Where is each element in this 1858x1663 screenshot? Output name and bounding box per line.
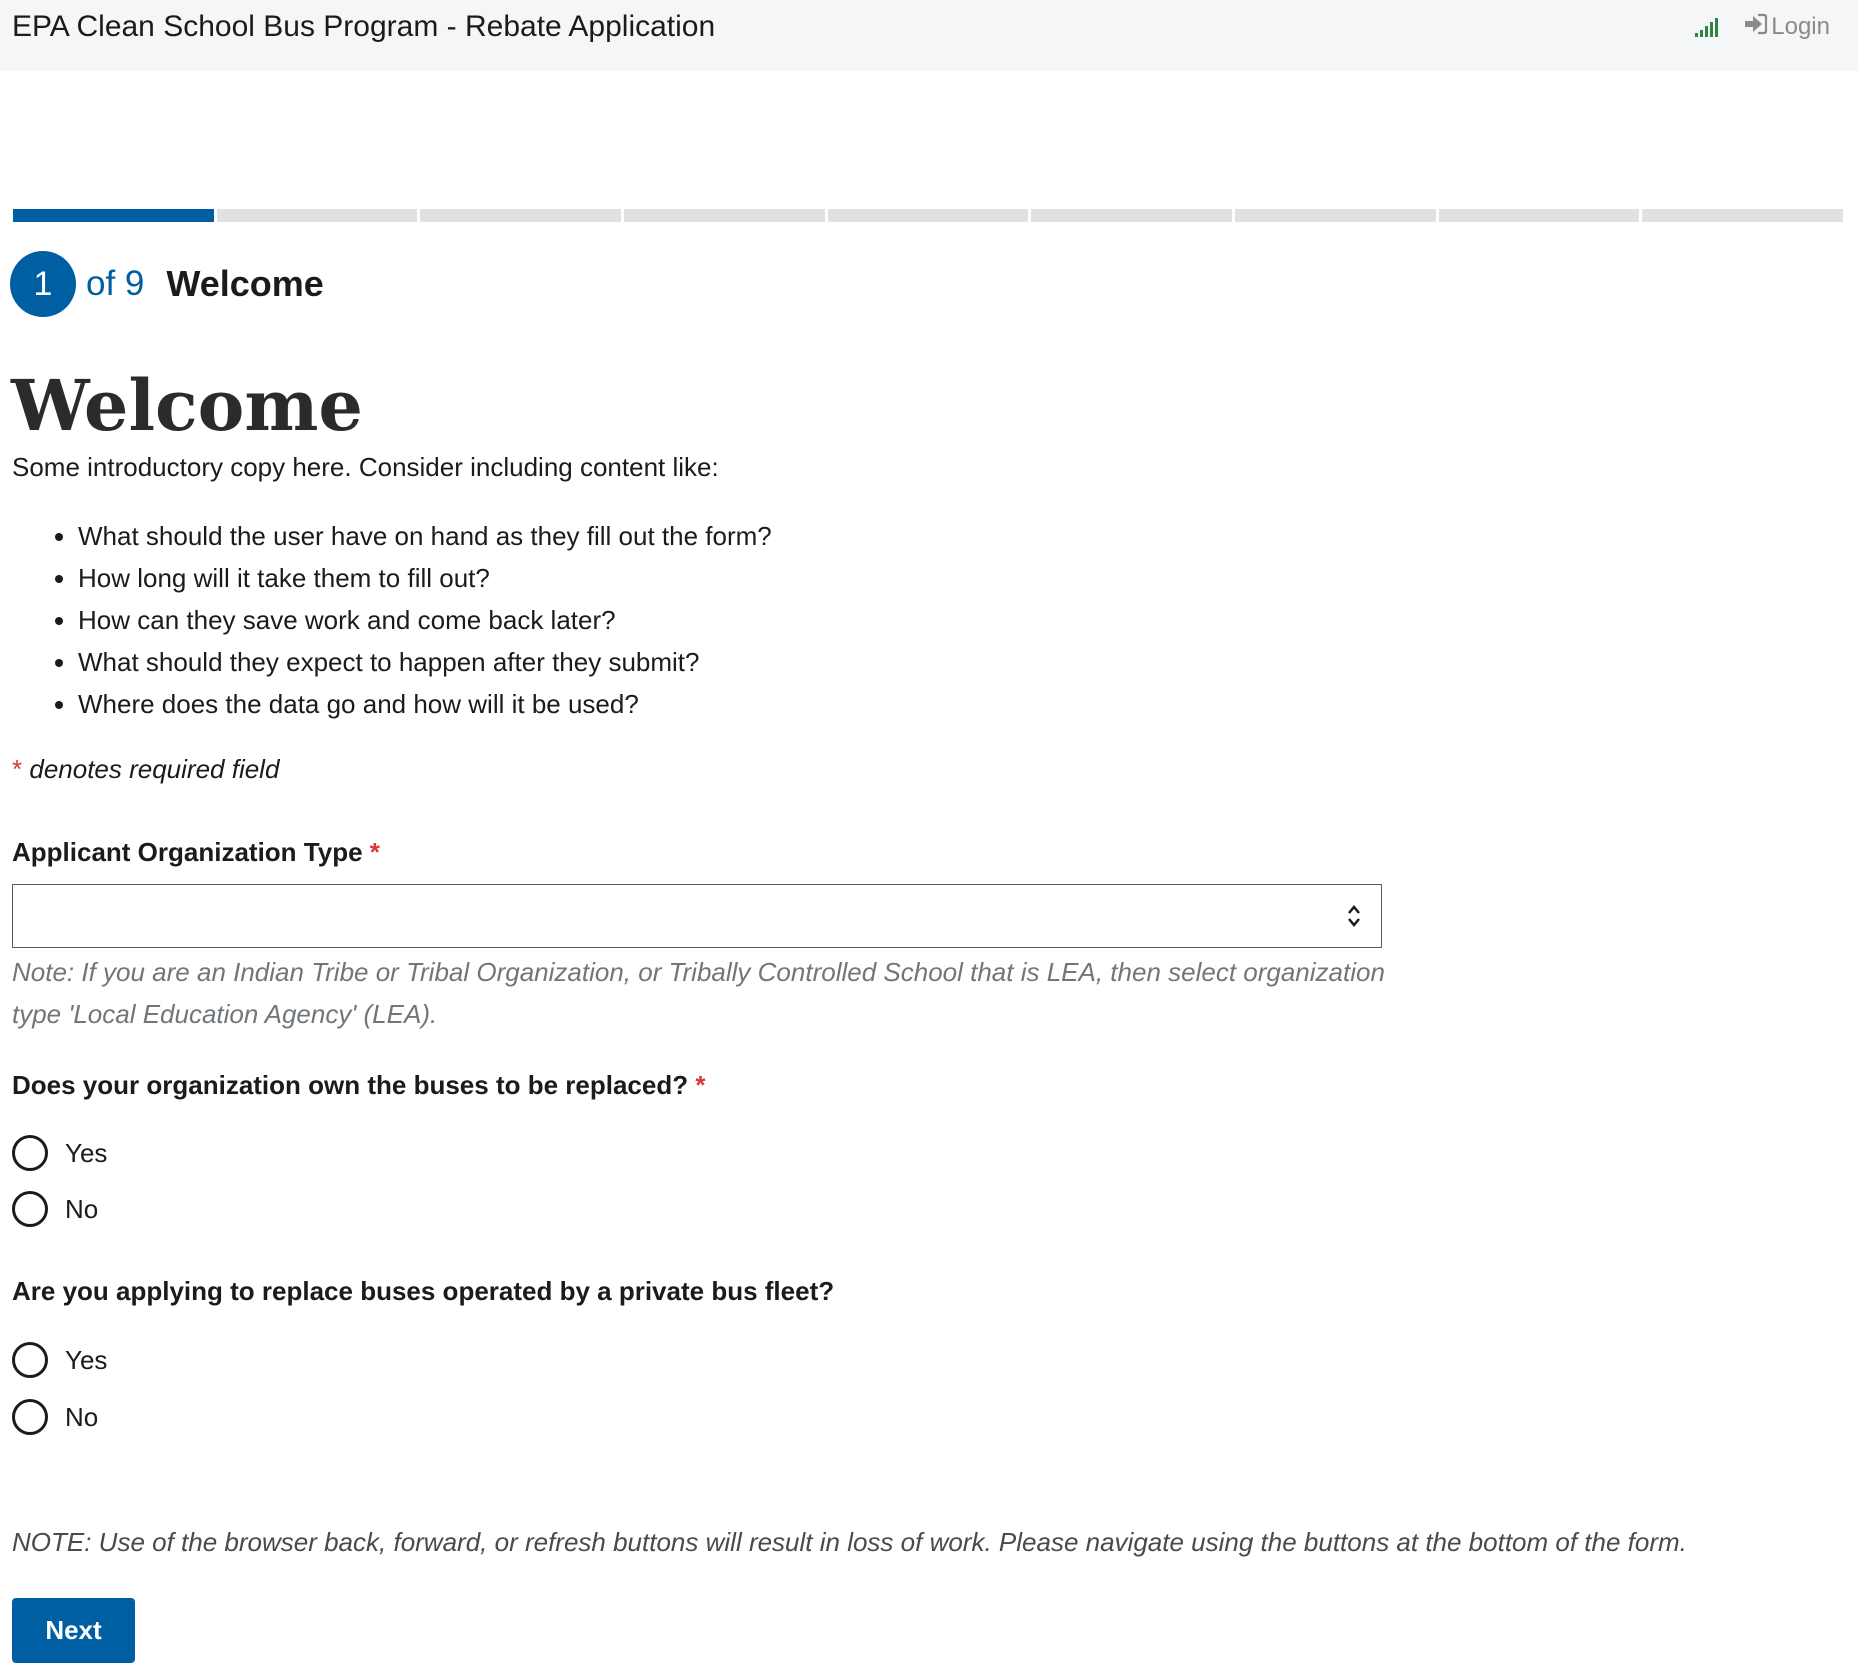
org-type-select[interactable] (12, 884, 1382, 948)
list-item: • Where does the data go and how will it be used? (78, 683, 772, 725)
own-buses-label-text: Does your organization own the buses to be replaced? (12, 1070, 689, 1100)
progress-segment (1031, 209, 1232, 222)
radio-circle[interactable] (12, 1191, 48, 1227)
progress-segment (1642, 209, 1843, 222)
radio-label: Yes (65, 1344, 108, 1375)
radio-label: No (65, 1193, 99, 1224)
private-fleet-label (12, 1276, 834, 1307)
radio-circle[interactable] (12, 1135, 48, 1171)
navigation-note: NOTE: Use of the browser back, forward, or refresh buttons will result in loss of work. Please navigate using the buttons at the bottom of the form. (12, 1527, 1687, 1557)
page-title: Welcome (11, 364, 363, 447)
required-asterisk: * (695, 1070, 706, 1100)
step-progress-bar (13, 209, 1843, 222)
required-asterisk: * (12, 754, 23, 784)
required-note-text: denotes required field (29, 754, 280, 784)
progress-segment (828, 209, 1029, 222)
login-label: Login (1771, 13, 1830, 40)
progress-segment (217, 209, 418, 222)
required-field-note (12, 754, 279, 785)
top-bar (0, 0, 1858, 71)
list-item: • What should the user have on hand as they fill out the form? (78, 515, 772, 557)
org-type-label (12, 837, 380, 868)
intro-text: Some introductory copy here. Consider including content like: (12, 452, 719, 482)
login-link[interactable] (1743, 13, 1830, 42)
org-type-hint: Note: If you are an Indian Tribe or Tribal Organization, or Tribally Controlled School that is LEA, then select organization type 'Local Education Agency' (LEA). (12, 957, 1385, 1029)
progress-segment (420, 209, 621, 222)
current-step-number: 1 (10, 251, 76, 317)
own-buses-yes-radio[interactable] (12, 1135, 107, 1171)
sign-in-icon (1743, 13, 1767, 42)
radio-label: No (65, 1401, 99, 1432)
own-buses-label (12, 1070, 705, 1101)
step-total: of 9 (86, 264, 145, 303)
private-fleet-label-text: Are you applying to replace buses operated by a private bus fleet? (12, 1276, 835, 1306)
progress-segment (1235, 209, 1436, 222)
list-item: • How can they save work and come back later? (78, 599, 772, 641)
radio-circle[interactable] (12, 1342, 48, 1378)
progress-segment (1439, 209, 1640, 222)
private-fleet-no-radio[interactable] (12, 1399, 98, 1435)
own-buses-no-radio[interactable] (12, 1191, 98, 1227)
radio-circle[interactable] (12, 1399, 48, 1435)
step-name: Welcome (166, 263, 324, 304)
progress-segment (624, 209, 825, 222)
step-indicator-heading (10, 251, 324, 317)
radio-label: Yes (65, 1137, 108, 1168)
topbar-actions (1695, 10, 1830, 44)
select-arrows-icon (1347, 903, 1361, 934)
signal-bars-icon (1695, 17, 1721, 37)
private-fleet-yes-radio[interactable] (12, 1342, 107, 1378)
next-button[interactable]: Next (12, 1598, 135, 1663)
app-title: EPA Clean School Bus Program - Rebate Application (12, 10, 716, 43)
required-asterisk: * (369, 837, 380, 867)
intro-list (38, 515, 772, 725)
progress-segment-current (13, 209, 214, 222)
list-item: • How long will it take them to fill out? (78, 557, 772, 599)
list-item: • What should they expect to happen after they submit? (78, 641, 772, 683)
org-type-label-text: Applicant Organization Type (12, 837, 363, 867)
